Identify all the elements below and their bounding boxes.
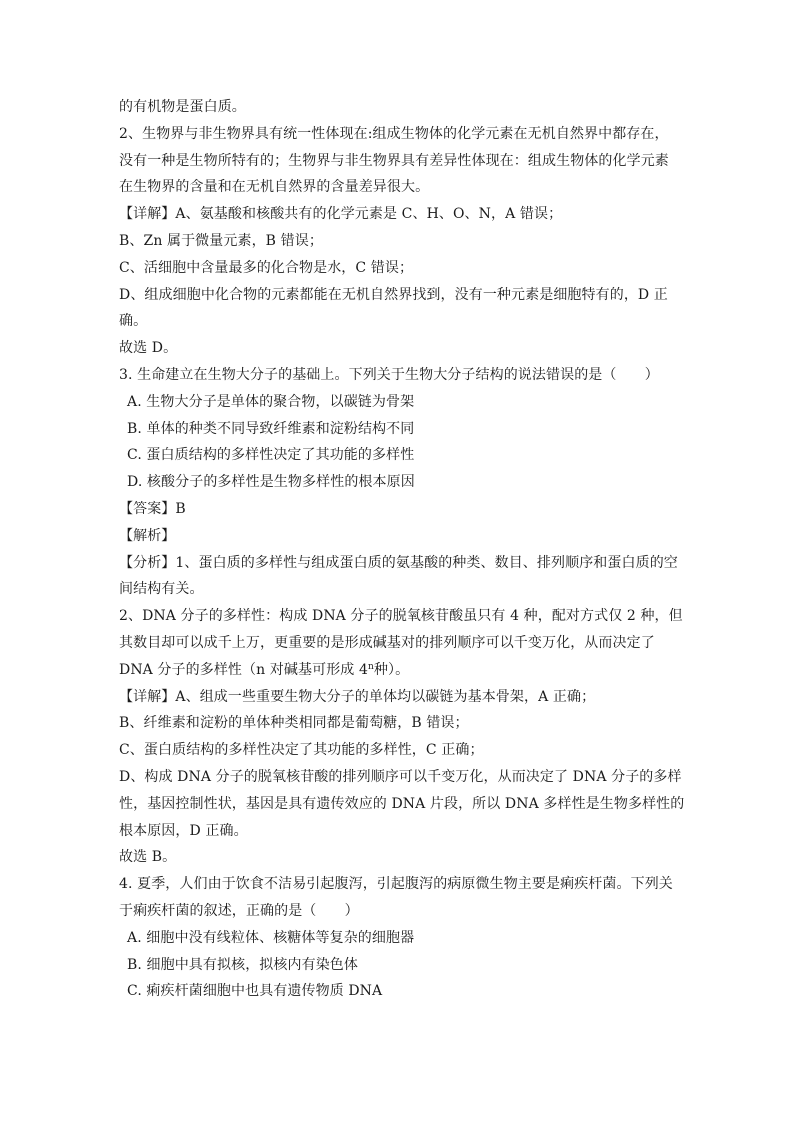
text-line: D、组成细胞中化合物的元素都能在无机自然界找到，没有一种元素是细胞特有的，D 正 (119, 286, 668, 303)
option-b: B. 单体的种类不同导致纤维素和淀粉结构不同 (127, 420, 415, 437)
option-a: A. 细胞中没有线粒体、核糖体等复杂的细胞器 (127, 929, 415, 946)
question-stem: 3. 生命建立在生物大分子的基础上。下列关于生物大分子结构的说法错误的是（ ） (119, 366, 659, 383)
answer-line: 【答案】B (119, 500, 186, 517)
option-b: B. 细胞中具有拟核，拟核内有染色体 (127, 956, 358, 973)
superscript-exponent: n (367, 661, 374, 672)
text-line-with-superscript (119, 657, 664, 684)
text-segment: 种）。 (373, 661, 410, 678)
text-line: 2、生物界与非生物界具有统一性体现在:组成生物体的化学元素在无机自然界中都存在， (119, 125, 669, 142)
text-line: 的有机物是蛋白质。 (119, 99, 246, 115)
question-stem: 于痢疾杆菌的叙述，正确的是（ ） (119, 902, 359, 919)
text-line: 其数目却可以成千上万，更重要的是形成碱基对的排列顺序可以千变万化，从而决定了 (119, 634, 655, 651)
text-line: 没有一种是生物所特有的；生物界与非生物界具有差异性体现在：组成生物体的化学元素 (119, 152, 669, 169)
text-line: 故选 B。 (119, 849, 177, 866)
text-line: 间结构有关。 (119, 581, 204, 598)
text-segment: DNA 分子的多样性（n 对碱基可形成 4 (119, 661, 368, 678)
text-line: D、构成 DNA 分子的脱氧核苷酸的排列顺序可以千变万化，从而决定了 DNA 分子的多样 (119, 768, 682, 785)
text-line: C、活细胞中含量最多的化合物是水，C 错误； (119, 259, 414, 276)
option-d: D. 核酸分子的多样性是生物多样性的根本原因 (127, 474, 415, 491)
text-line: 在生物界的含量和在无机自然界的含量差异很大。 (119, 179, 430, 196)
text-line: 2、DNA 分子的多样性：构成 DNA 分子的脱氧核苷酸虽只有 4 种，配对方式仅 2 种，但 (119, 608, 683, 625)
option-a: A. 生物大分子是单体的聚合物，以碳链为骨架 (127, 393, 415, 410)
analysis-heading: 【解析】 (119, 527, 176, 544)
text-line: 【详解】A、组成一些重要生物大分子的单体均以碳链为基本骨架，A 正确； (119, 688, 596, 705)
text-line: 故选 D。 (119, 340, 178, 357)
text-line: 确。 (119, 313, 148, 330)
text-line: C、蛋白质结构的多样性决定了其功能的多样性，C 正确； (119, 742, 484, 759)
text-line: 【详解】A、氨基酸和核酸共有的化学元素是 C、H、O、N，A 错误； (119, 206, 563, 223)
option-c: C. 痢疾杆菌细胞中也具有遗传物质 DNA (127, 983, 383, 1000)
text-line: B、Zn 属于微量元素，B 错误； (119, 232, 323, 249)
option-c: C. 蛋白质结构的多样性决定了其功能的多样性 (127, 447, 415, 464)
text-line: B、纤维素和淀粉的单体种类相同都是葡萄糖，B 错误； (119, 715, 469, 732)
question-stem: 4. 夏季，人们由于饮食不洁易引起腹泻，引起腹泻的病原微生物主要是痢疾杆菌。下列关 (119, 876, 673, 893)
document-body (119, 94, 685, 1005)
text-line: 【分析】1、蛋白质的多样性与组成蛋白质的氨基酸的种类、数目、排列顺序和蛋白质的空 (119, 554, 678, 571)
text-line: 性，基因控制性状，基因是具有遗传效应的 DNA 片段，所以 DNA 多样性是生物多样性的 (119, 795, 685, 812)
text-line: 根本原因，D 正确。 (119, 822, 248, 839)
